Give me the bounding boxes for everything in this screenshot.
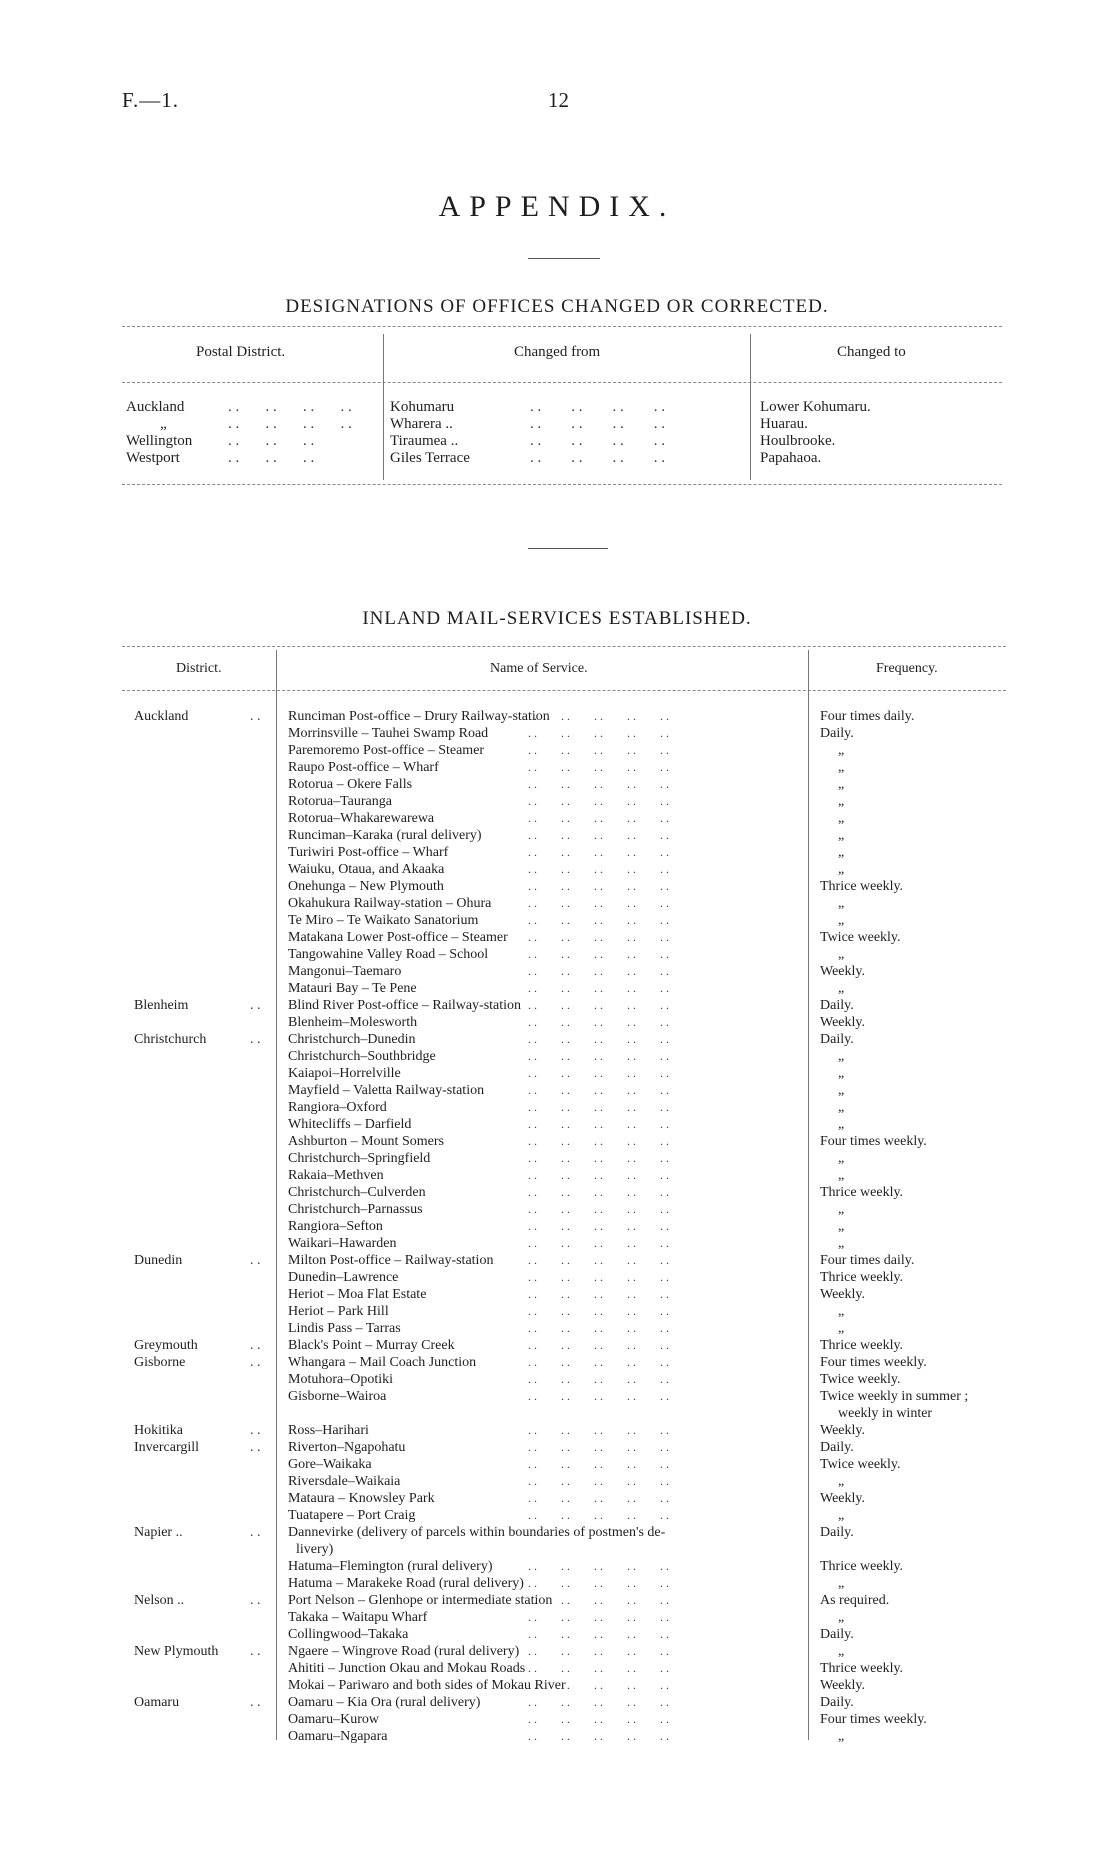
leader-dots: . . . . . .	[228, 433, 315, 449]
mail-district: Gisborne	[134, 1355, 186, 1370]
mail-service-name: Rotorua–Whakarewarewa	[288, 811, 435, 826]
ditto-mark: „	[838, 913, 845, 928]
leader-dots: . . . . . . . . . .	[528, 1117, 669, 1131]
leader-dots: . .	[250, 1440, 261, 1455]
mail-service-name: Rangiora–Sefton	[288, 1219, 383, 1234]
leader-dots: . . . . . . . . . .	[528, 1661, 669, 1675]
mail-frequency: Twice weekly.	[820, 930, 901, 945]
mail-frequency: Four times daily.	[820, 1253, 915, 1268]
designations-header-district: Postal District.	[196, 344, 286, 360]
leader-dots: . . . . . . . . . .	[528, 913, 669, 927]
ditto-mark: „	[838, 828, 845, 843]
mail-service-name: Whangara – Mail Coach Junction	[288, 1355, 477, 1370]
leader-dots: . . . . . . . . . .	[528, 930, 669, 944]
ditto-mark: „	[838, 1236, 845, 1251]
leader-dots: . . . . . . . . . .	[528, 1423, 669, 1437]
mail-services-top-rule	[122, 646, 1006, 647]
ditto-mark: „	[838, 1644, 845, 1659]
mail-district: Nelson ..	[134, 1593, 185, 1608]
mail-service-name: Motuhora–Opotiki	[288, 1372, 393, 1387]
leader-dots: . . . . . . . . . .	[528, 896, 669, 910]
mail-service-name: Oamaru–Kurow	[288, 1712, 379, 1727]
mail-frequency: Weekly.	[820, 1491, 866, 1506]
leader-dots: . . . . . . . . . .	[528, 1627, 669, 1641]
ditto-mark: „	[838, 862, 845, 877]
section-divider	[528, 548, 608, 549]
leader-dots: . . . . . . . . . .	[528, 1083, 669, 1097]
leader-dots: . . . . . . . . . .	[528, 981, 669, 995]
leader-dots: . . . . . . . . . .	[528, 1644, 669, 1658]
leader-dots: . .	[250, 1253, 261, 1268]
page-number: 12	[548, 88, 569, 112]
leader-dots: . . . . . . . . . .	[528, 1049, 669, 1063]
leader-dots: . . . . . . . . . .	[528, 1015, 669, 1029]
leader-dots: . . . . . . . . . .	[528, 1474, 669, 1488]
ditto-mark: „	[838, 1729, 845, 1744]
leader-dots: . . . . . . . . . .	[528, 1066, 669, 1080]
mail-service-name: Runciman–Karaka (rural delivery)	[288, 828, 482, 843]
leader-dots: . .	[250, 1338, 261, 1353]
leader-dots: . . . . . . . . . .	[528, 1304, 669, 1318]
leader-dots: . . . . . . . . . .	[528, 1372, 669, 1386]
mail-frequency: Weekly.	[820, 1287, 866, 1302]
mail-service-name: Runciman Post-office – Drury Railway-station	[288, 709, 550, 724]
mail-service-name: Christchurch–Dunedin	[288, 1032, 416, 1047]
mail-frequency: Four times weekly.	[820, 1355, 927, 1370]
ditto-mark: „	[838, 1219, 845, 1234]
mail-frequency: Daily.	[820, 1627, 854, 1642]
mail-frequency: Daily.	[820, 1440, 854, 1455]
mail-frequency: Daily.	[820, 1695, 854, 1710]
leader-dots: . . . . . . . . . .	[528, 1168, 669, 1182]
leader-dots: . . . . . . . .	[228, 416, 352, 432]
mail-service-name: Matauri Bay – Te Pene	[288, 981, 417, 996]
leader-dots: . .	[250, 1593, 261, 1608]
mail-frequency: Weekly.	[820, 1423, 866, 1438]
leader-dots: . . . . . . . . . .	[528, 1508, 669, 1522]
mail-service-name: Rangiora–Oxford	[288, 1100, 387, 1115]
mail-frequency: Twice weekly.	[820, 1372, 901, 1387]
mail-service-name: Black's Point – Murray Creek	[288, 1338, 455, 1353]
leader-dots: . . . . . . . . . .	[528, 879, 669, 893]
ditto-mark: „	[838, 1083, 845, 1098]
mail-service-name: Raupo Post-office – Wharf	[288, 760, 439, 775]
designations-bottom-rule	[122, 484, 1002, 485]
leader-dots: . . . . . . . .	[530, 416, 665, 432]
mail-service-name: Turiwiri Post-office – Wharf	[288, 845, 449, 860]
leader-dots: . . . . . . . . . .	[528, 1253, 669, 1267]
designation-from: Kohumaru	[390, 399, 455, 415]
mail-service-name: Onehunga – New Plymouth	[288, 879, 444, 894]
leader-dots: . . . . . . . . . .	[528, 964, 669, 978]
mail-service-name: Heriot – Moa Flat Estate	[288, 1287, 427, 1302]
leader-dots: . . . . . . . . . .	[528, 743, 669, 757]
mail-service-name: Mokai – Pariwaro and both sides of Mokau River	[288, 1678, 566, 1693]
leader-dots: . . . . . .	[228, 450, 315, 466]
mail-district: Hokitika	[134, 1423, 183, 1438]
mail-service-name: Gore–Waikaka	[288, 1457, 372, 1472]
ditto-mark: „	[838, 1474, 845, 1489]
mail-frequency: Four times weekly.	[820, 1134, 927, 1149]
mail-service-name: Mayfield – Valetta Railway-station	[288, 1083, 485, 1098]
ditto-mark: „	[838, 777, 845, 792]
leader-dots: . . . . . . . .	[530, 399, 665, 415]
mail-frequency: Daily.	[820, 726, 854, 741]
mail-frequency: Twice weekly.	[820, 1457, 901, 1472]
mail-frequency: Four times weekly.	[820, 1712, 927, 1727]
designation-to: Lower Kohumaru.	[760, 399, 871, 415]
ditto-mark: „	[838, 1117, 845, 1132]
mail-service-name: Port Nelson – Glenhope or intermediate station	[288, 1593, 553, 1608]
mail-service-name-cont: livery)	[296, 1542, 334, 1557]
ditto-mark: „	[838, 1321, 845, 1336]
designation-district: Westport	[126, 450, 180, 466]
mail-frequency: Daily.	[820, 998, 854, 1013]
leader-dots: . .	[250, 1644, 261, 1659]
leader-dots: . . . . . . . . . .	[528, 1338, 669, 1352]
leader-dots: . . . . . . . . . .	[528, 760, 669, 774]
ditto-mark: „	[838, 1049, 845, 1064]
leader-dots: . . . . . . . . . .	[528, 1695, 669, 1709]
leader-dots: . . . . . . . . . .	[528, 1491, 669, 1505]
ditto-mark: „	[838, 947, 845, 962]
mail-header-district: District.	[176, 661, 222, 676]
mail-service-name: Christchurch–Springfield	[288, 1151, 431, 1166]
mail-col-divider-2	[808, 650, 809, 1740]
leader-dots: . .	[250, 1355, 261, 1370]
mail-district: Oamaru	[134, 1695, 180, 1710]
leader-dots: . .	[250, 1695, 261, 1710]
mail-frequency: Thrice weekly.	[820, 1338, 904, 1353]
ditto-mark: „	[838, 1508, 845, 1523]
mail-header-frequency: Frequency.	[876, 661, 938, 676]
mail-services-title: INLAND MAIL-SERVICES ESTABLISHED.	[362, 608, 752, 629]
mail-district: Dunedin	[134, 1253, 183, 1268]
leader-dots: . . . . . . . . . .	[528, 947, 669, 961]
mail-service-name: Te Miro – Te Waikato Sanatorium	[288, 913, 479, 928]
mail-service-name: Ross–Harihari	[288, 1423, 369, 1438]
mail-service-name: Milton Post-office – Railway-station	[288, 1253, 494, 1268]
mail-frequency: Thrice weekly.	[820, 1185, 904, 1200]
leader-dots: . .	[250, 1423, 261, 1438]
ditto-mark: „	[838, 1151, 845, 1166]
leader-dots: . . . . . . . . . .	[528, 1440, 669, 1454]
mail-service-name: Lindis Pass – Tarras	[288, 1321, 401, 1336]
leader-dots: . . . . . . . . . .	[528, 1355, 669, 1369]
mail-service-name: Tuatapere – Port Craig	[288, 1508, 416, 1523]
designations-title: DESIGNATIONS OF OFFICES CHANGED OR CORRECTED.	[285, 296, 829, 317]
mail-frequency-cont: weekly in winter	[838, 1406, 933, 1421]
leader-dots: . . . . . . . . . .	[528, 1321, 669, 1335]
leader-dots: . . . . . . . . . .	[528, 1270, 669, 1284]
mail-district: New Plymouth	[134, 1644, 219, 1659]
ditto-mark: „	[838, 1610, 845, 1625]
mail-frequency: Thrice weekly.	[820, 1559, 904, 1574]
mail-frequency: Twice weekly in summer ;	[820, 1389, 969, 1404]
mail-service-name: Gisborne–Wairoa	[288, 1389, 387, 1404]
designation-to: Papahaoa.	[760, 450, 822, 466]
leader-dots: . . . . . . . . . .	[528, 1134, 669, 1148]
mail-frequency: Daily.	[820, 1032, 854, 1047]
designation-district: Auckland	[126, 399, 185, 415]
mail-service-name: Whitecliffs – Darfield	[288, 1117, 412, 1132]
mail-service-name: Christchurch–Southbridge	[288, 1049, 436, 1064]
mail-header-service: Name of Service.	[490, 661, 588, 676]
ditto-mark: „	[838, 760, 845, 775]
mail-district: Christchurch	[134, 1032, 207, 1047]
mail-service-name: Ahititi – Junction Okau and Mokau Roads	[288, 1661, 526, 1676]
mail-frequency: Weekly.	[820, 964, 866, 979]
mail-frequency: Thrice weekly.	[820, 879, 904, 894]
leader-dots: . . . . . . . . . .	[528, 828, 669, 842]
mail-service-name: Hatuma–Flemington (rural delivery)	[288, 1559, 493, 1574]
mail-district: Blenheim	[134, 998, 189, 1013]
mail-district: Auckland	[134, 709, 189, 724]
leader-dots: . . . . . . . . . .	[528, 709, 669, 723]
mail-service-name: Ngaere – Wingrove Road (rural delivery)	[288, 1644, 520, 1659]
leader-dots: . . . . . . . . . .	[528, 1729, 669, 1743]
leader-dots: . . . . . . . . . .	[528, 1389, 669, 1403]
designations-header-to: Changed to	[837, 344, 906, 360]
leader-dots: . . . . . . . . . .	[528, 1202, 669, 1216]
mail-service-name: Morrinsville – Tauhei Swamp Road	[288, 726, 489, 741]
leader-dots: . .	[250, 709, 261, 724]
mail-service-name: Blenheim–Molesworth	[288, 1015, 418, 1030]
leader-dots: . . . . . . . . . .	[528, 1236, 669, 1250]
leader-dots: . . . . . . . . . .	[528, 1219, 669, 1233]
mail-service-name: Heriot – Park Hill	[288, 1304, 389, 1319]
mail-service-name: Riversdale–Waikaia	[288, 1474, 401, 1489]
mail-service-name: Rakaia–Methven	[288, 1168, 384, 1183]
leader-dots: . . . . . . . . . .	[528, 1678, 669, 1692]
leader-dots: . . . . . . . . . .	[528, 1287, 669, 1301]
ditto-mark: „	[838, 794, 845, 809]
mail-service-name: Christchurch–Culverden	[288, 1185, 426, 1200]
mail-service-name: Okahukura Railway-station – Ohura	[288, 896, 492, 911]
leader-dots: . .	[250, 998, 261, 1013]
mail-service-name: Ashburton – Mount Somers	[288, 1134, 444, 1149]
mail-service-name: Tangowahine Valley Road – School	[288, 947, 489, 962]
mail-service-name: Oamaru–Ngapara	[288, 1729, 388, 1744]
ditto-mark: „	[838, 1066, 845, 1081]
leader-dots: . . . . . . . .	[530, 433, 665, 449]
ditto-mark: „	[838, 981, 845, 996]
mail-service-name: Waiuku, Otaua, and Akaaka	[288, 862, 445, 877]
mail-col-divider-1	[276, 650, 277, 1740]
mail-district: Napier ..	[134, 1525, 183, 1540]
leader-dots: . . . . . . . . . .	[528, 1032, 669, 1046]
ditto-mark: „	[838, 1100, 845, 1115]
designation-to: Huarau.	[760, 416, 808, 432]
ditto-mark: „	[838, 1576, 845, 1591]
ditto-mark: „	[838, 845, 845, 860]
mail-service-name: Rotorua–Tauranga	[288, 794, 392, 809]
mail-service-name: Hatuma – Marakeke Road (rural delivery)	[288, 1576, 524, 1591]
mail-service-name: Blind River Post-office – Railway-station	[288, 998, 522, 1013]
mail-frequency: Daily.	[820, 1525, 854, 1540]
leader-dots: . . . . . . . . . .	[528, 845, 669, 859]
mail-service-name: Mataura – Knowsley Park	[288, 1491, 435, 1506]
mail-service-name: Takaka – Waitapu Wharf	[288, 1610, 428, 1625]
leader-dots: . . . . . . . . . .	[528, 1610, 669, 1624]
mail-district: Invercargill	[134, 1440, 200, 1455]
leader-dots: . . . . . . . .	[530, 450, 665, 466]
leader-dots: . . . . . . . . . .	[528, 794, 669, 808]
leader-dots: . . . . . . . . . .	[528, 1457, 669, 1471]
ditto-mark: „	[838, 811, 845, 826]
mail-frequency: Thrice weekly.	[820, 1661, 904, 1676]
mail-service-name: Oamaru – Kia Ora (rural delivery)	[288, 1695, 481, 1710]
ditto-mark: „	[838, 1168, 845, 1183]
mail-service-name: Kaiapoi–Horrelville	[288, 1066, 401, 1081]
designation-from: Giles Terrace	[390, 450, 470, 466]
designations-col-divider-1	[383, 334, 384, 480]
mail-frequency: As required.	[820, 1593, 890, 1608]
title-divider	[528, 258, 600, 259]
mail-service-name: Christchurch–Parnassus	[288, 1202, 423, 1217]
ditto-mark: „	[838, 1304, 845, 1319]
designations-header-rule	[122, 382, 1002, 383]
leader-dots: . . . . . . . .	[228, 399, 352, 415]
ditto-mark: „	[838, 896, 845, 911]
leader-dots: . . . . . . . . . .	[528, 1185, 669, 1199]
mail-frequency: Thrice weekly.	[820, 1270, 904, 1285]
designations-header-from: Changed from	[514, 344, 601, 360]
designation-district: Wellington	[126, 433, 193, 449]
leader-dots: . . . . . . . . . .	[528, 777, 669, 791]
leader-dots: . . . . . . . . . .	[528, 862, 669, 876]
mail-frequency: Weekly.	[820, 1015, 866, 1030]
mail-service-name: Waikari–Hawarden	[288, 1236, 397, 1251]
mail-frequency: Weekly.	[820, 1678, 866, 1693]
designation-to: Houlbrooke.	[760, 433, 836, 449]
designations-col-divider-2	[750, 334, 751, 480]
mail-service-name: Dunedin–Lawrence	[288, 1270, 399, 1285]
mail-service-name: Riverton–Ngapohatu	[288, 1440, 406, 1455]
mail-service-name: Mangonui–Taemaro	[288, 964, 402, 979]
leader-dots: . .	[250, 1525, 261, 1540]
mail-service-name: Dannevirke (delivery of parcels within boundaries of postmen's de-	[288, 1525, 666, 1540]
designation-district: „	[160, 416, 167, 432]
ditto-mark: „	[838, 743, 845, 758]
leader-dots: . . . . . . . . . .	[528, 1151, 669, 1165]
designation-from: Tiraumea ..	[390, 433, 459, 449]
appendix-title: APPENDIX.	[438, 190, 676, 223]
leader-dots: . . . . . . . . . .	[528, 811, 669, 825]
mail-services-header-rule	[122, 690, 1006, 691]
designations-top-rule	[122, 326, 1002, 327]
leader-dots: . . . . . . . . . .	[528, 1100, 669, 1114]
mail-district: Greymouth	[134, 1338, 198, 1353]
leader-dots: . . . . . . . . . .	[528, 998, 669, 1012]
mail-frequency: Four times daily.	[820, 709, 915, 724]
mail-service-name: Rotorua – Okere Falls	[288, 777, 413, 792]
leader-dots: . . . . . . . . . .	[528, 1593, 669, 1607]
mail-service-name: Collingwood–Takaka	[288, 1627, 409, 1642]
designation-from: Wharera ..	[390, 416, 453, 432]
page-reference: F.—1.	[122, 88, 179, 112]
leader-dots: . . . . . . . . . .	[528, 726, 669, 740]
mail-service-name: Matakana Lower Post-office – Steamer	[288, 930, 508, 945]
mail-service-name: Paremoremo Post-office – Steamer	[288, 743, 485, 758]
leader-dots: . . . . . . . . . .	[528, 1712, 669, 1726]
leader-dots: . . . . . . . . . .	[528, 1559, 669, 1573]
ditto-mark: „	[838, 1202, 845, 1217]
leader-dots: . . . . . . . . . .	[528, 1576, 669, 1590]
leader-dots: . .	[250, 1032, 261, 1047]
